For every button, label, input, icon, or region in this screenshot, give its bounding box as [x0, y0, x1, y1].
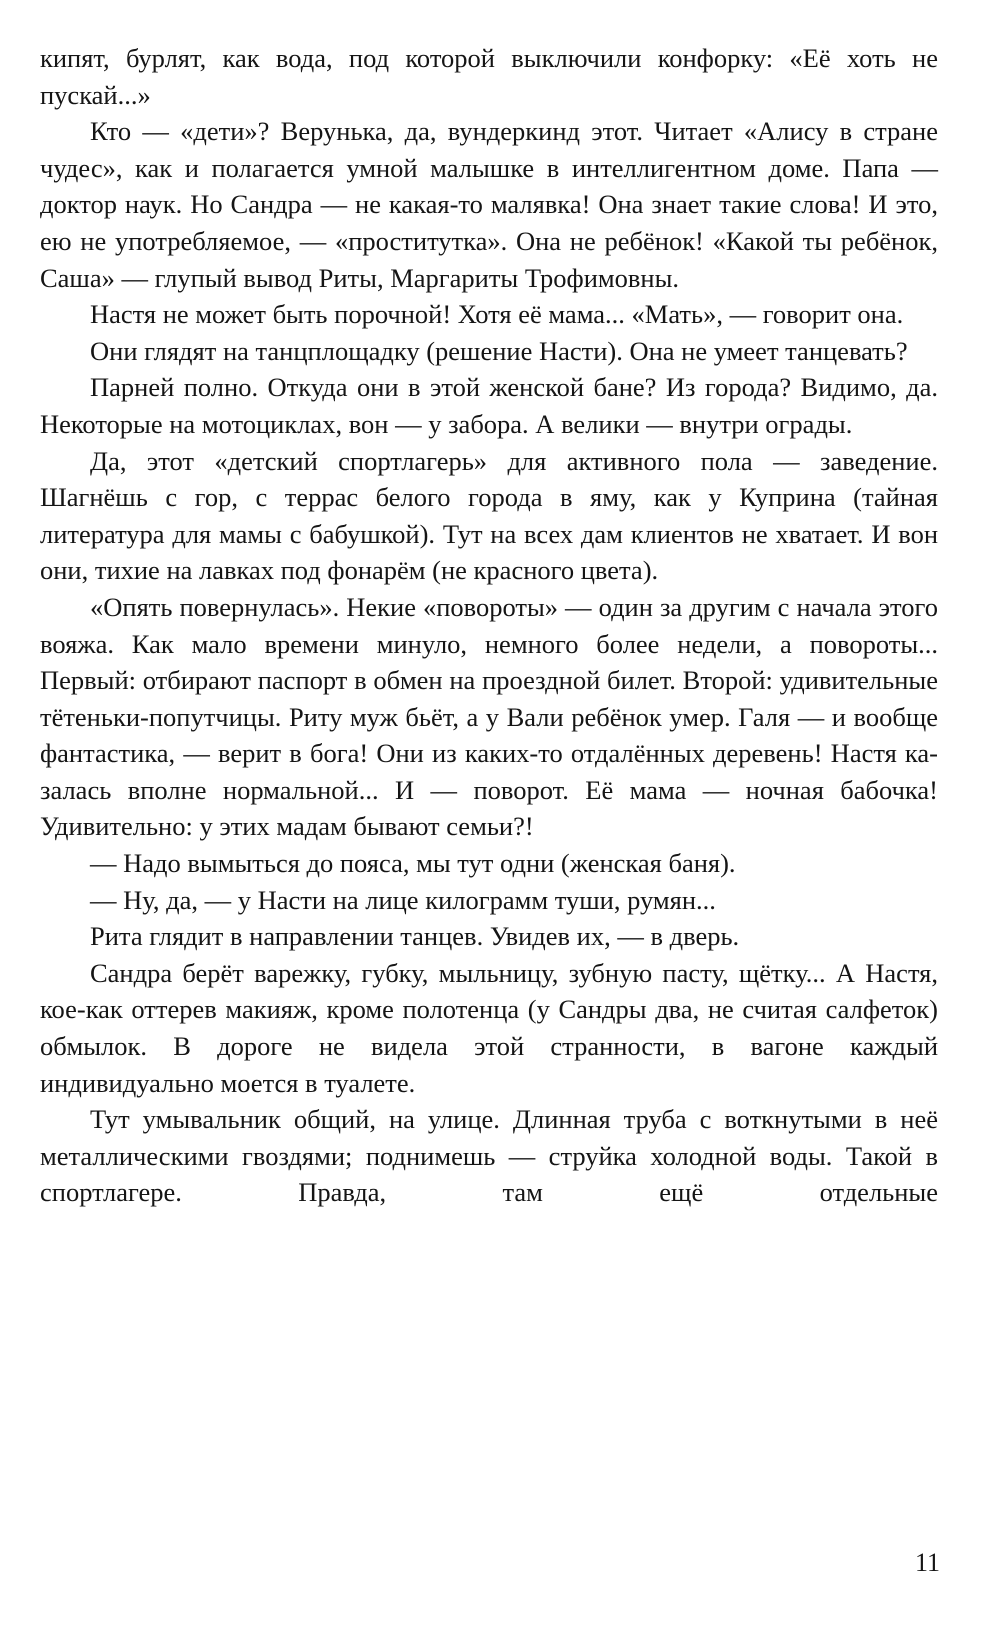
paragraph: кипят, бурлят, как вода, под которой выключили конфорку: «Её хоть не пускай...» [40, 43, 938, 110]
paragraph: Сандра берёт варежку, губку, мыльницу, зубную пасту, щётку... А Настя, кое-как оттерев макияж, кроме полотенца (у Сандры два, не считая салфеток) обмылок. В дороге не видела этой странности, в вагоне каждый индивидуально моется в туалете. [40, 957, 938, 1098]
paragraph: «Опять повернулась». Некие «повороты» — один за другим с начала этого вояжа. Как мало времени минуло, немного более недели, а повороты... Первый: отбирают паспорт в обмен на проездной билет. Второй: удивительные тётеньки-попутчицы. Риту муж бьёт, а у Вали ребёнок умер. Галя — и вообще фантастика, — верит в бога! Они из каких-то отдалённых деревень! Настя казалась вполне нормальной... И — поворот. Её мама — ночная бабочка! Удивительно: у этих мадам бывают семьи?! [40, 591, 938, 842]
paragraph: — Надо вымыться до пояса, мы тут одни (женская баня). [90, 848, 736, 879]
paragraph: Рита глядит в направлении танцев. Увидев их, — в дверь. [90, 921, 740, 952]
page-number: 11 [914, 1548, 940, 1577]
paragraph: Кто — «дети»? Верунька, да, вундеркинд этот. Читает «Алису в стране чудес», как и полагается умной малышке в интеллигентном доме. Папа — доктор наук. Но Сандра — не какая-то малявка! Она знает такие слова! И это, ею не употребляемое, — «проститутка». Она не ребёнок! «Какой ты ребёнок, Саша» — глупый вывод Риты, Маргариты Трофимовны. [40, 116, 938, 293]
paragraph: Парней полно. Откуда они в этой женской бане? Из города? Видимо, да. Некоторые на мотоциклах, вон — у забора. А велики — внутри ограды. [40, 372, 938, 439]
page-body [40, 40, 938, 1211]
paragraph: Да, этот «детский спортлагерь» для активного пола — заведение. Шагнёшь с гор, с террас белого города в яму, как у Куприна (тайная литература для мамы с бабушкой). Тут на всех дам клиентов не хватает. И вон они, тихие на лавках под фонарём (не красного цвета). [40, 445, 938, 586]
paragraph: Они глядят на танцплощадку (решение Насти). Она не умеет танцевать? [90, 335, 908, 366]
paragraph: Тут умывальник общий, на улице. Длинная труба с воткнутыми в неё металлическими гвоздями; поднимешь — струйка холодной воды. Такой в спортлагере. Правда, там ещё отдельные [40, 1104, 938, 1208]
paragraph: — Ну, да, — у Насти на лице килограмм туши, румян... [90, 884, 716, 915]
paragraph: Настя не может быть порочной! Хотя её мама... «Мать», — говорит она. [90, 299, 904, 330]
